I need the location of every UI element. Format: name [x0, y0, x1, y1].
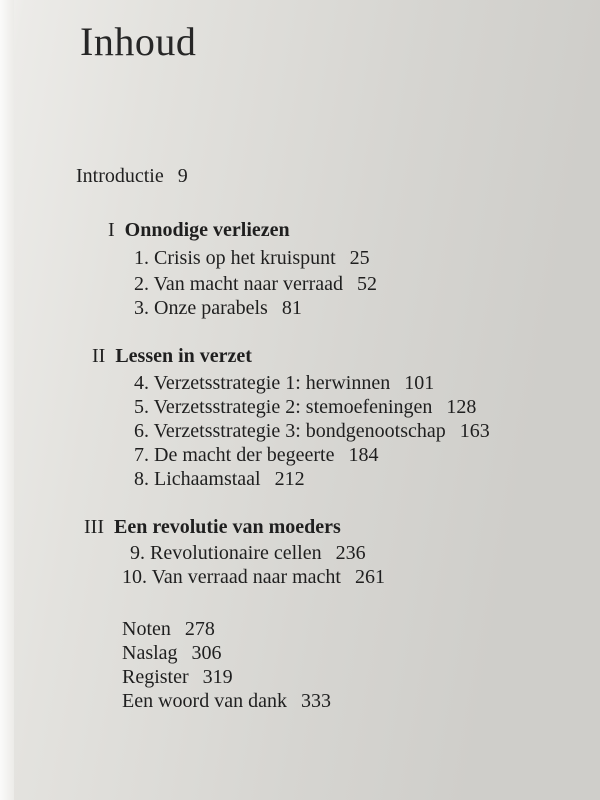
back-matter-label: Noten [122, 618, 171, 640]
page-edge [0, 0, 14, 800]
chapter-page: 128 [446, 396, 477, 418]
toc-part-heading [84, 515, 341, 539]
chapter-page: 184 [348, 444, 379, 466]
chapter-number: 10. [122, 566, 147, 588]
back-matter-page: 278 [184, 618, 215, 640]
chapter-number: 2. [134, 273, 149, 295]
chapter-title: Verzetsstrategie 3: bondgenootschap [153, 420, 446, 442]
chapter-number: 5. [134, 396, 149, 418]
part-title: Een revolutie van moeders [113, 516, 341, 538]
chapter-page: 212 [274, 468, 305, 490]
toc-back-matter-item [122, 641, 222, 665]
chapter-page: 101 [404, 372, 435, 394]
back-matter-label: Naslag [122, 642, 178, 664]
chapter-page: 81 [281, 297, 302, 319]
toc-intro [76, 164, 188, 188]
back-matter-page: 333 [300, 690, 331, 712]
toc-part-heading [92, 344, 252, 368]
toc-back-matter-item [122, 617, 215, 641]
chapter-number: 8. [134, 468, 149, 490]
toc-intro-label: Introductie [76, 165, 164, 187]
chapter-title: De macht der begeerte [154, 444, 335, 466]
toc-part-heading [108, 218, 290, 242]
chapter-page: 25 [349, 247, 370, 269]
chapter-title: Lichaamstaal [154, 468, 261, 490]
chapter-number: 3. [134, 297, 149, 319]
toc-chapter [134, 395, 476, 419]
chapter-number: 6. [134, 420, 149, 442]
page-title: Inhoud [80, 19, 197, 64]
chapter-number: 4. [134, 372, 149, 394]
toc-chapter [134, 443, 378, 467]
back-matter-page: 306 [191, 642, 222, 664]
chapter-number: 1. [134, 247, 149, 269]
toc-chapter [134, 371, 434, 395]
chapter-title: Crisis op het kruispunt [154, 247, 336, 269]
chapter-title: Revolutionaire cellen [150, 542, 322, 564]
toc-chapter [130, 541, 366, 565]
toc-intro-page: 9 [177, 165, 188, 187]
part-title: Onnodige verliezen [124, 219, 290, 241]
chapter-title: Van verraad naar macht [151, 566, 341, 588]
chapter-page: 163 [459, 420, 490, 442]
toc-chapter [122, 565, 385, 589]
chapter-title: Verzetsstrategie 2: stemoefeningen [153, 396, 433, 418]
chapter-number: 7. [134, 444, 149, 466]
chapter-page: 236 [335, 542, 366, 564]
back-matter-label: Een woord van dank [122, 690, 287, 712]
chapter-number: 9. [130, 542, 145, 564]
toc-chapter [134, 419, 490, 443]
toc-back-matter-item [122, 665, 233, 689]
toc-chapter [134, 272, 377, 296]
chapter-page: 52 [356, 273, 377, 295]
chapter-title: Van macht naar verraad [153, 273, 343, 295]
toc-chapter [134, 467, 305, 491]
part-numeral: II [92, 345, 106, 367]
chapter-title: Verzetsstrategie 1: herwinnen [153, 372, 391, 394]
back-matter-page: 319 [202, 666, 233, 688]
part-title: Lessen in verzet [115, 345, 252, 367]
chapter-page: 261 [354, 566, 385, 588]
part-numeral: I [108, 219, 115, 241]
toc-chapter [134, 246, 370, 270]
chapter-title: Onze parabels [154, 297, 268, 319]
toc-chapter [134, 296, 302, 320]
part-numeral: III [84, 516, 104, 538]
back-matter-label: Register [122, 666, 189, 688]
toc-back-matter-item [122, 689, 331, 713]
